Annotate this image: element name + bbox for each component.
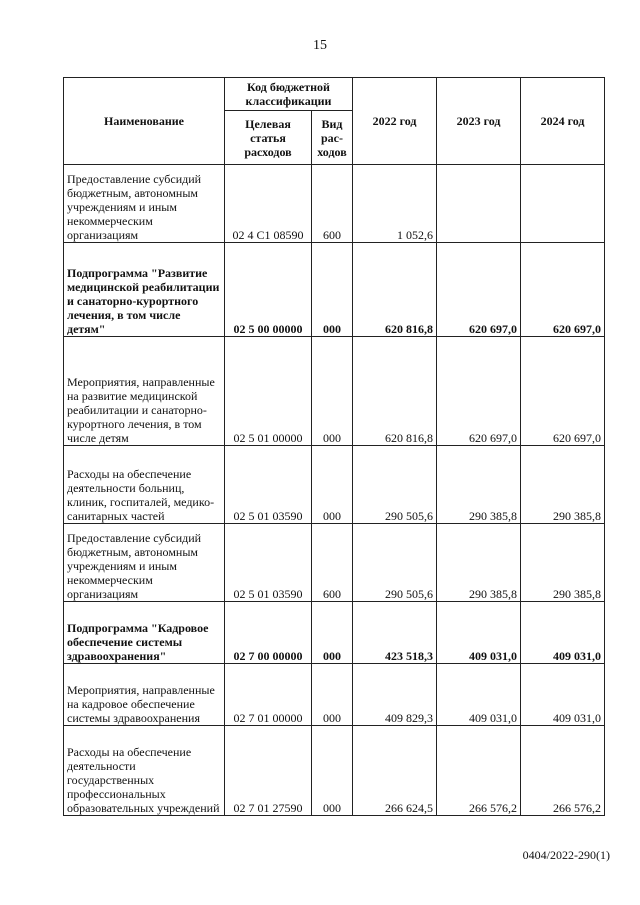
row-type: 600 <box>312 165 353 243</box>
row-code: 02 5 00 00000 <box>225 243 312 337</box>
row-2023: 290 385,8 <box>437 524 521 602</box>
row-type: 000 <box>312 602 353 664</box>
header-name: Наименование <box>64 78 225 165</box>
row-name: Предоставление субсидий бюджетным, автономным учреждениям и иным некоммерческим организациям <box>64 165 225 243</box>
table-row <box>64 165 605 243</box>
budget-table <box>63 77 605 816</box>
row-2024: 290 385,8 <box>521 446 605 524</box>
row-type: 000 <box>312 243 353 337</box>
row-2023: 620 697,0 <box>437 337 521 446</box>
row-2022: 409 829,3 <box>353 664 437 726</box>
row-2023 <box>437 165 521 243</box>
row-2022: 1 052,6 <box>353 165 437 243</box>
row-2022: 266 624,5 <box>353 726 437 816</box>
page-number: 15 <box>313 38 327 53</box>
row-2024: 620 697,0 <box>521 243 605 337</box>
header-2022: 2022 год <box>353 78 437 165</box>
row-2022: 290 505,6 <box>353 446 437 524</box>
row-type: 600 <box>312 524 353 602</box>
row-2022: 290 505,6 <box>353 524 437 602</box>
row-2023: 266 576,2 <box>437 726 521 816</box>
row-type: 000 <box>312 446 353 524</box>
row-name: Расходы на обеспечение деятельности больниц, клиник, госпиталей, медико-санитарных частей <box>64 446 225 524</box>
table-row <box>64 726 605 816</box>
row-code: 02 5 01 00000 <box>225 337 312 446</box>
row-name: Расходы на обеспечение деятельности государственных профессиональных образовательных учреждений <box>64 726 225 816</box>
table-row <box>64 243 605 337</box>
row-name: Предоставление субсидий бюджетным, автономным учреждениям и иным некоммерческим организациям <box>64 524 225 602</box>
row-2023: 620 697,0 <box>437 243 521 337</box>
row-2024: 266 576,2 <box>521 726 605 816</box>
table-row <box>64 337 605 446</box>
row-code: 02 7 01 00000 <box>225 664 312 726</box>
header-2023: 2023 год <box>437 78 521 165</box>
row-2024: 409 031,0 <box>521 664 605 726</box>
row-2023: 409 031,0 <box>437 664 521 726</box>
row-code: 02 5 01 03590 <box>225 524 312 602</box>
row-2022: 620 816,8 <box>353 337 437 446</box>
row-2022: 423 518,3 <box>353 602 437 664</box>
header-2024: 2024 год <box>521 78 605 165</box>
row-code: 02 4 C1 08590 <box>225 165 312 243</box>
row-2022: 620 816,8 <box>353 243 437 337</box>
header-code-group: Код бюджетной классификации <box>225 78 353 111</box>
row-type: 000 <box>312 664 353 726</box>
table-row <box>64 524 605 602</box>
table-row <box>64 664 605 726</box>
row-name: Мероприятия, направленные на развитие медицинской реабилитации и санаторно-курортного лечения, в том числе детям <box>64 337 225 446</box>
row-type: 000 <box>312 337 353 446</box>
header-expense-type: Вид рас-ходов <box>312 111 353 165</box>
row-type: 000 <box>312 726 353 816</box>
row-code: 02 7 01 27590 <box>225 726 312 816</box>
table-row <box>64 446 605 524</box>
row-name: Подпрограмма "Кадровое обеспечение системы здравоохранения" <box>64 602 225 664</box>
row-2024: 620 697,0 <box>521 337 605 446</box>
row-code: 02 7 00 00000 <box>225 602 312 664</box>
row-name: Подпрограмма "Развитие медицинской реабилитации и санаторно-курортного лечения, в том числе детям" <box>64 243 225 337</box>
row-2023: 409 031,0 <box>437 602 521 664</box>
document-code: 0404/2022-290(1) <box>522 848 610 862</box>
row-2023: 290 385,8 <box>437 446 521 524</box>
row-2024 <box>521 165 605 243</box>
row-code: 02 5 01 03590 <box>225 446 312 524</box>
row-2024: 409 031,0 <box>521 602 605 664</box>
table-row <box>64 602 605 664</box>
header-target-item: Целевая статья расходов <box>225 111 312 165</box>
row-name: Мероприятия, направленные на кадровое обеспечение системы здравоохранения <box>64 664 225 726</box>
row-2024: 290 385,8 <box>521 524 605 602</box>
